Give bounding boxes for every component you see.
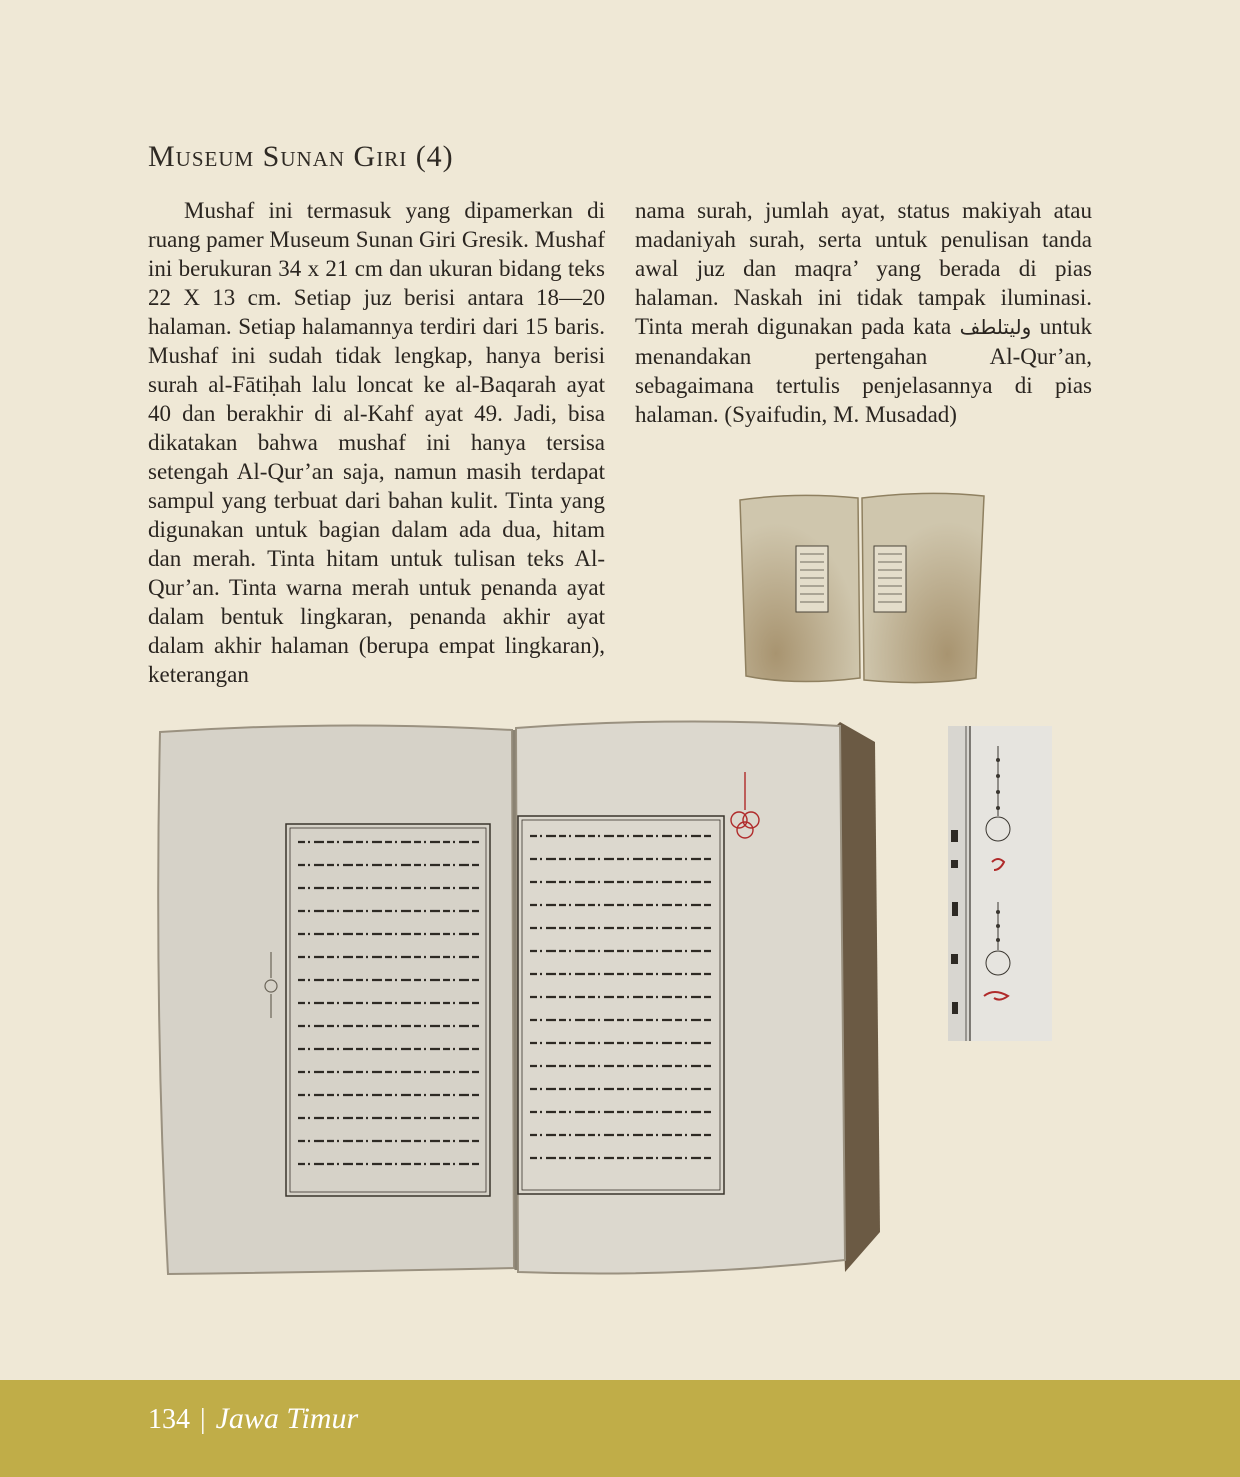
section-title: Museum Sunan Giri (4) — [148, 140, 454, 173]
manuscript-open-small-photo — [736, 490, 990, 686]
body-text-right-part1: nama surah, jumlah ayat, status makiyah atau madaniyah surah, serta untuk penulisan tanda awal juz dan maqra’ yang berada di pias halaman. Naskah ini tidak tampak iluminasi. Tinta merah digunakan pada kata — [635, 198, 1092, 339]
arabic-word: وليتلطف — [959, 315, 1032, 339]
page-number: 134 — [148, 1404, 190, 1435]
body-text-right-column — [635, 196, 1092, 429]
manuscript-main-photo — [140, 712, 885, 1282]
footer-separator: | — [200, 1404, 206, 1435]
body-text-left-column: Mushaf ini termasuk yang dipamerkan di ruang pamer Museum Sunan Giri Gresik. Mushaf ini berukuran 34 x 21 cm dan ukuran bidang teks 22 X 13 cm. Setiap juz berisi antara 18—20 halaman. Setiap halamannya terdiri dari 15 baris. Mushaf ini sudah tidak lengkap, hanya berisi surah al-Fātiḥah lalu loncat ke al-Baqarah ayat 40 dan berakhir di al-Kahf ayat 49. Jadi, bisa dikatakan bahwa mushaf ini hanya tersisa setengah Al-Qur’an saja, namun masih terdapat sampul yang terbuat dari bahan kulit. Tinta yang digunakan untuk bagian dalam ada dua, hitam dan merah. Tinta hitam untuk tulisan teks Al-Qur’an. Tinta warna merah untuk penanda ayat dalam bentuk lingkaran, penanda akhir ayat dalam akhir halaman (berupa empat lingkaran), keterangan — [148, 198, 605, 687]
manuscript-margin-detail-photo — [948, 726, 1052, 1041]
body-text-right-part2: untuk menandakan pertengahan Al-Qur’an, sebagaimana tertulis penjelasannya di pias halaman. (Syaifudin, M. Musadad) — [635, 314, 1093, 427]
footer-page-label — [148, 1402, 358, 1436]
footer-region: Jawa Timur — [215, 1402, 359, 1435]
